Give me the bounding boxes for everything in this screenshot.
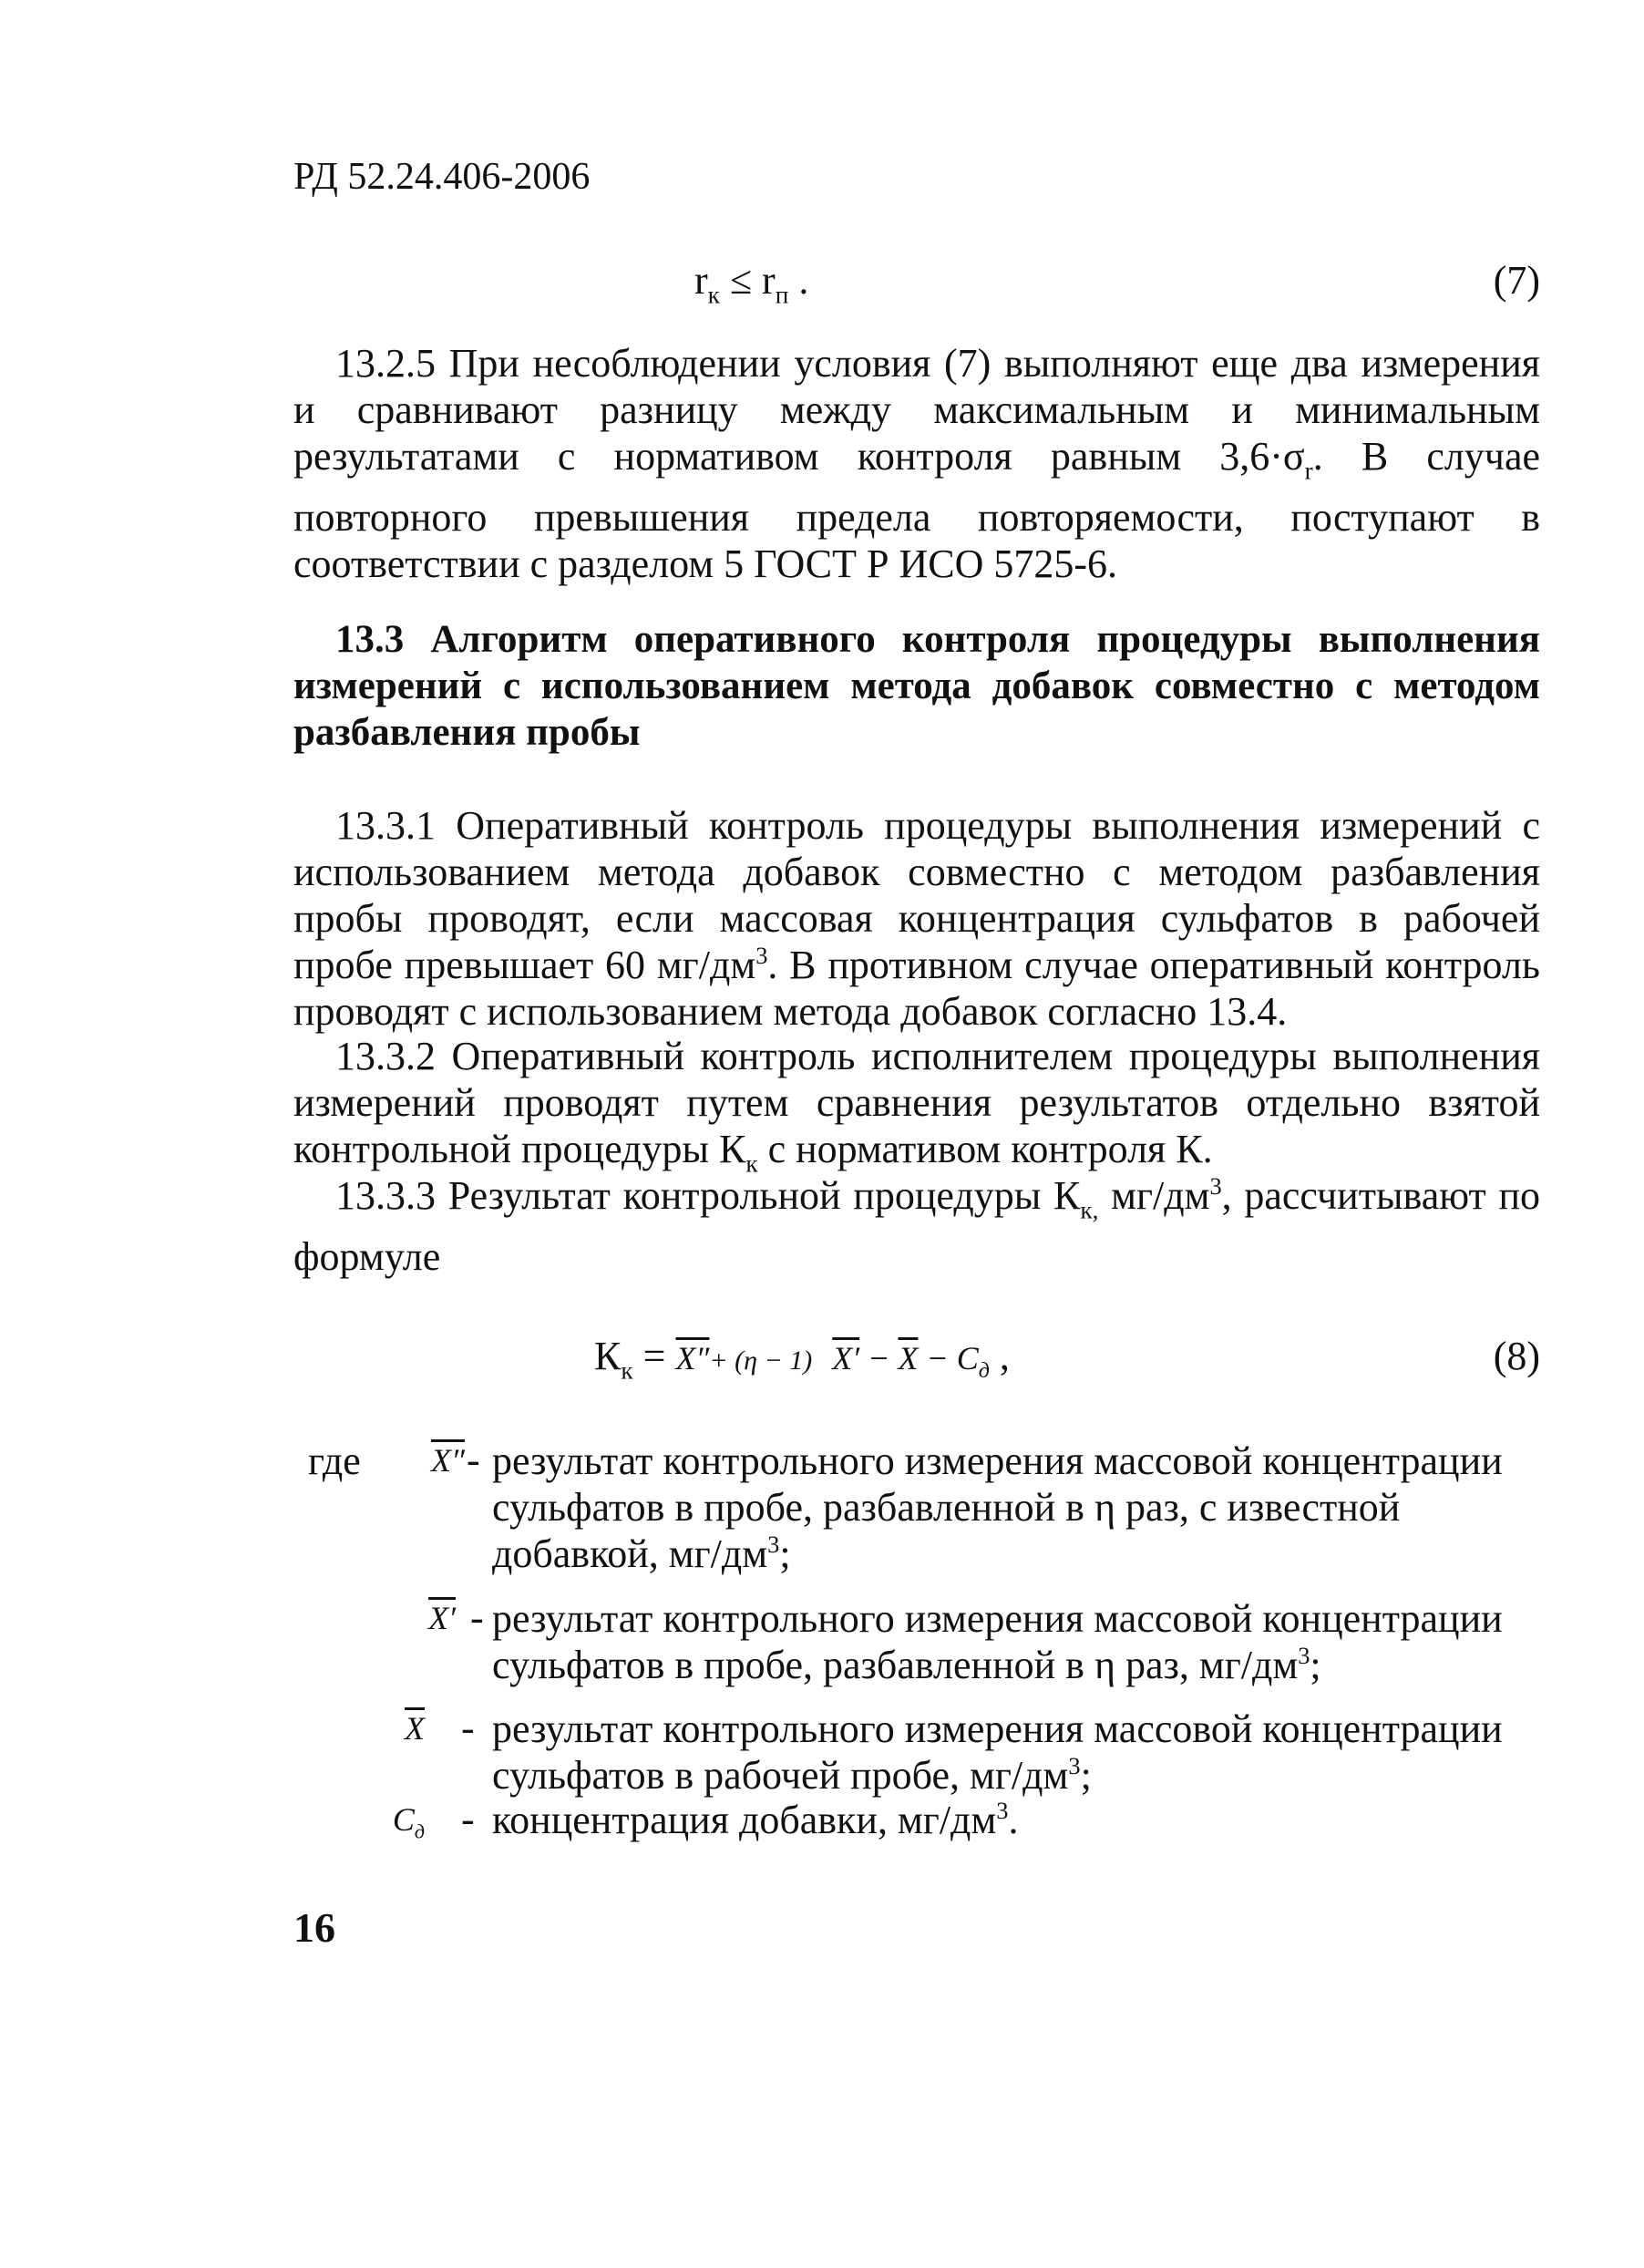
paragraph-13-3-1: 13.3.1 Оперативный контроль процедуры выполнения измерений с использованием метода добавок совместно с методом разбавления пробы проводят, если массовая концентрация сульфатов в рабочей пробе превышает 60 $мг/дм^3$. В противном случае оперативный контроль проводят с использованием метода добавок согласно 13.4.: [293, 803, 1540, 1034]
definition-symbol: X′: [428, 1600, 456, 1636]
definition-dash: -: [470, 1595, 484, 1640]
definition-symbol: X″: [431, 1442, 465, 1479]
definition-text: результат контрольного измерения массовой концентрации сульфатов в пробе, разбавленной в η раз, $мг/дм^3$;: [492, 1596, 1503, 1687]
page-number: 16: [293, 1904, 335, 1951]
definition-text: результат контрольного измерения массовой концентрации сульфатов в пробе, разбавленной в η раз, с известной добавкой, $мг/дм^3$;: [492, 1438, 1503, 1576]
formula-8-expression: $К_к = X''+ (\eta - 1) X' - \overline{X} - C_д$ ,: [594, 1334, 1010, 1385]
document-code: РД 52.24.406-2006: [293, 156, 591, 198]
definition-text: результат контрольного измерения массовой концентрации сульфатов в рабочей пробе, $мг/дм^3$;: [492, 1706, 1503, 1798]
paragraph-13-2-5: 13.2.5 При несоблюдении условия (7) выполняют еще два измерения и сравнивают разницу между максимальным и минимальным результатами с нормативом контроля равным $3,6\cdot\sigma_r$. В случае повторного превышения предела повторяемости, поступают в соответствии с разделом 5 ГОСТ Р ИСО 5725-6.: [293, 341, 1540, 587]
definition-symbol: $C_д$: [392, 1801, 425, 1843]
definition-dash: -: [467, 1438, 480, 1482]
formula-8-number: (8): [1493, 1334, 1540, 1378]
paragraph-13-3-3: 13.3.3 Результат контрольной процедуры $К_{к,}$ $мг/дм^3$, рассчитывают по формуле: [293, 1172, 1541, 1280]
where-label: где: [308, 1438, 361, 1483]
section-heading-13-3: 13.3 Алгоритм оперативного контроля процедуры выполнения измерений с использованием метода добавок совместно с методом разбавления пробы: [293, 618, 1540, 754]
definition-dash: -: [461, 1706, 475, 1750]
definition-symbol: $\overline{X}$: [405, 1710, 425, 1747]
formula-7-expression: $r_к \le r_п$ .: [694, 258, 809, 309]
paragraph-13-3-2: 13.3.2 Оперативный контроль исполнителем процедуры выполнения измерений проводят путем сравнения результатов отдельно взятой контрольной процедуры $К_к$ с нормативом контроля К.: [293, 1034, 1540, 1178]
definition-dash: -: [461, 1797, 475, 1841]
definition-text: концентрация добавки, $мг/дм^3$.: [492, 1797, 1019, 1842]
formula-7-number: (7): [1493, 258, 1540, 303]
